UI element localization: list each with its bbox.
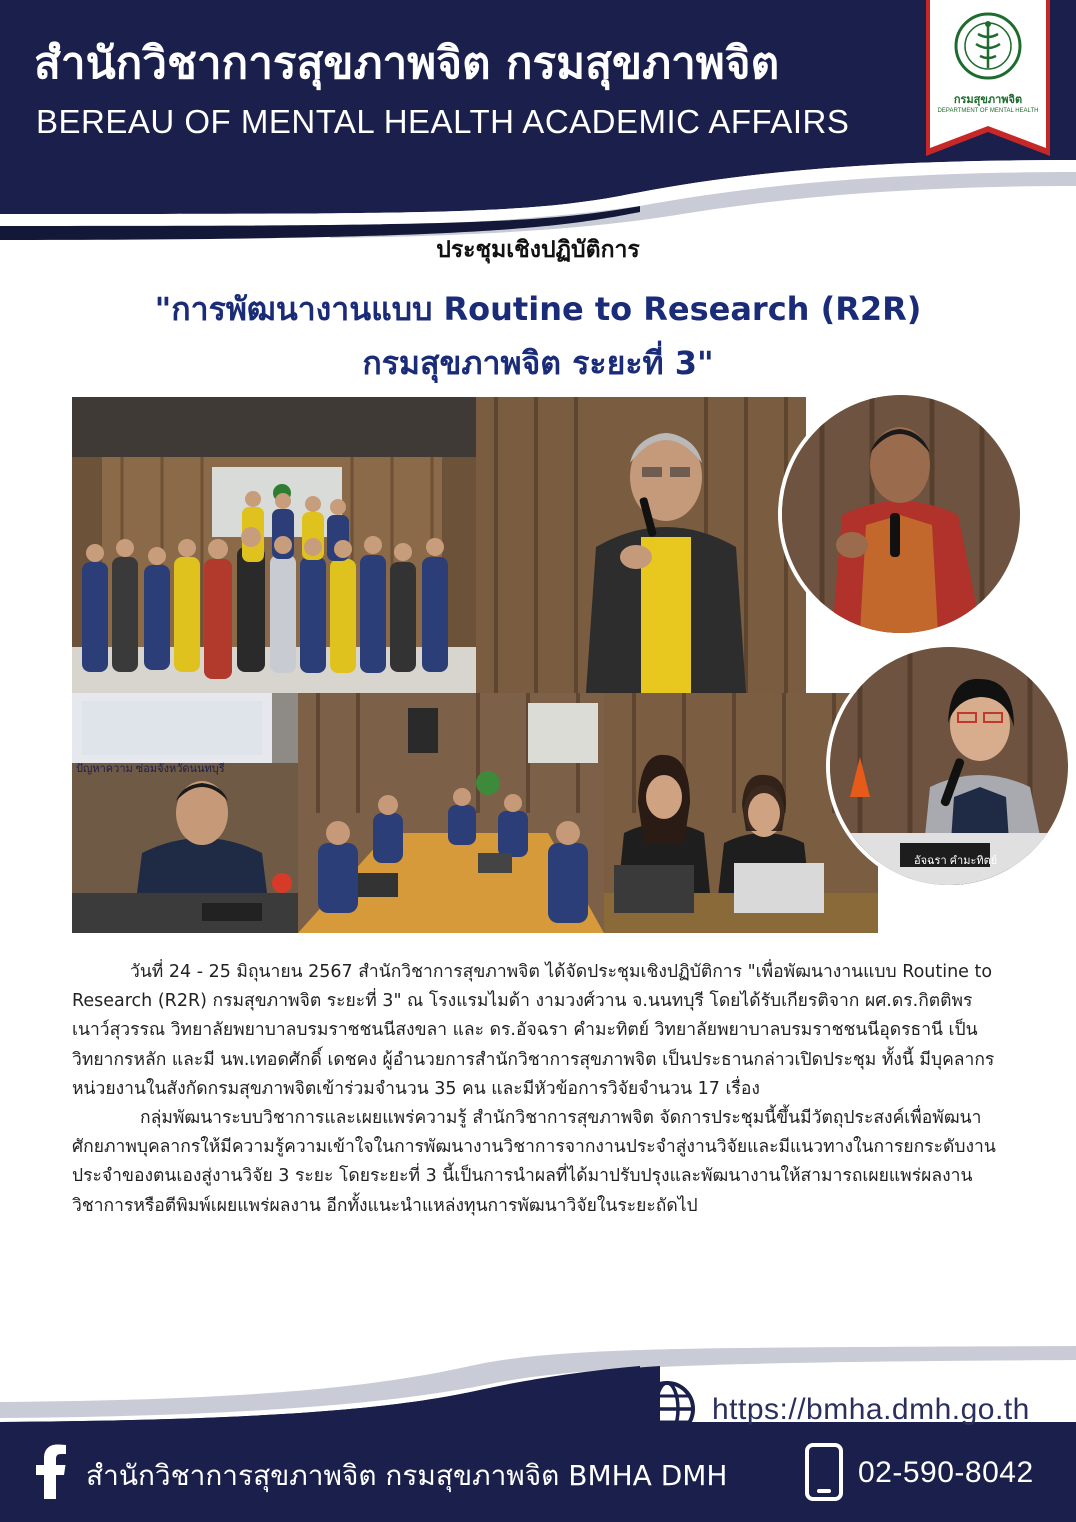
- page-footer: [0, 1330, 1076, 1522]
- article-body: [72, 958, 1012, 1221]
- phone-icon: [804, 1443, 844, 1501]
- facebook-icon: [34, 1443, 68, 1499]
- org-name-english: BEREAU OF MENTAL HEALTH ACADEMIC AFFAIRS: [36, 103, 850, 140]
- article-title-line-1: "การพัฒนางานแบบ Routine to Research (R2R): [154, 290, 922, 328]
- logo-name-english: DEPARTMENT OF MENTAL HEALTH: [937, 108, 1039, 114]
- logo-name-thai: กรมสุขภาพจิต: [953, 93, 1023, 106]
- meeting-room-photo: [298, 693, 604, 933]
- presenter-photo: [72, 693, 298, 933]
- department-logo: [922, 0, 1054, 160]
- speaker-circle-photo: [778, 391, 1024, 637]
- paragraph-1-text: วันที่ 24 - 25 มิถุนายน 2567 สำนักวิชาการสุขภาพจิต ได้จัดประชุมเชิงปฏิบัติการ "เพื่อพัฒนางานแบบ Routine to Research (R2R) กรมสุขภาพจิต ระยะที่ 3" ณ โรงแรมไมด้า งามวงศ์วาน จ.นนทบุรี โดยได้รับเกียรติจาก ผศ.ดร.กิตติพร เนาว์สุวรรณ วิทยาลัยพยาบาลบรมราชชนนีสงขลา และ ดร.อัจฉรา คำมะทิตย์ วิทยาลัยพยาบาลบรมราชชนนีอุดรธานี เป็นวิทยากรหลัก และมี นพ.เทอดศักดิ์ เดชคง ผู้อำนวยการสำนักวิชาการสุขภาพจิต เป็นประธานกล่าวเปิดประชุม ทั้งนี้ มีบุคลากรหน่วยงานในสังกัดกรมสุขภาพจิตเข้าร่วมจำนวน 35 คน และมีหัวข้อการวิจัยจำนวน 17 เรื่อง: [72, 962, 995, 1099]
- org-name-thai: สำนักวิชาการสุขภาพจิต กรมสุขภาพจิต: [34, 38, 780, 89]
- article-title-line-2: กรมสุขภาพจิต ระยะที่ 3": [362, 344, 714, 382]
- page-header: [0, 0, 1076, 245]
- website-link[interactable]: https://bmha.dmh.go.th: [712, 1393, 1030, 1426]
- article-paragraph-1: [72, 958, 1012, 1104]
- group-photo: [72, 397, 476, 693]
- logo-ribbon-shape: [922, 0, 1054, 160]
- article-kicker: ประชุมเชิงปฏิบัติการ: [436, 237, 640, 263]
- paragraph-2-text: กลุ่มพัฒนาระบบวิชาการและเผยแพร่ความรู้ สำนักวิชาการสุขภาพจิต จัดการประชุมนี้ขึ้นมีวัตถุประสงค์เพื่อพัฒนาศักยภาพบุคลากรให้มีความรู้ความเข้าใจในการพัฒนางานวิชาการจากงานประจำสู่งานวิจัยและมีแนวทางในการยกระดับงานประจำของตนเองสู่งานวิจัย 3 ระยะ โดยระยะที่ 3 นี้เป็นการนำผลที่ได้มาปรับปรุงและพัฒนางานให้สามารถเผยแพร่ผลงานวิชาการหรือตีพิมพ์เผยแพร่ผลงาน อีกทั้งแนะนำแหล่งทุนการพัฒนาวิจัยในระยะถัดไป: [72, 1108, 996, 1216]
- screen-text: ปัญหาความ ซ่อมจังหวัดนนทบุรี: [76, 763, 225, 775]
- nameplate-text: อัจฉรา คำมะทิตย์: [914, 855, 998, 867]
- globe-icon: [638, 1380, 696, 1438]
- phone-number[interactable]: 02-590-8042: [858, 1456, 1034, 1489]
- woman-speaker-circle-photo: [826, 643, 1072, 889]
- speaker-photo: [476, 397, 806, 693]
- facebook-page-link[interactable]: สำนักวิชาการสุขภาพจิต กรมสุขภาพจิต BMHA DMH: [86, 1459, 728, 1492]
- article-paragraph-2: [72, 1104, 1012, 1221]
